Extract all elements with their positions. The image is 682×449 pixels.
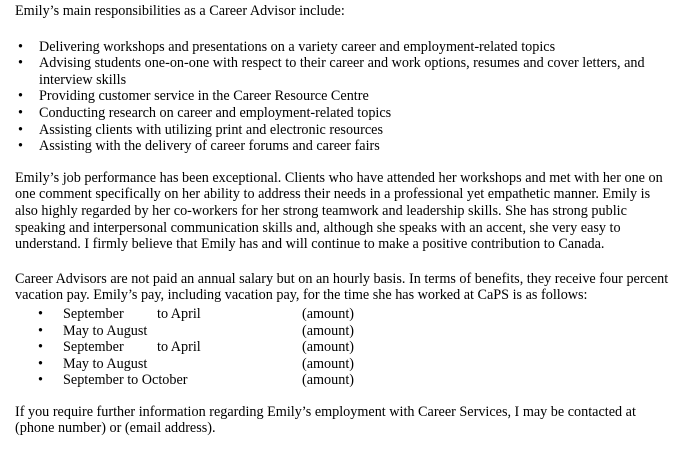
list-item <box>15 105 670 122</box>
pay-amount: (amount) <box>302 322 355 339</box>
bullet-icon: • <box>18 104 23 121</box>
pay-period-start: May to August <box>63 322 148 339</box>
pay-amount: (amount) <box>302 355 355 372</box>
bullet-icon: • <box>38 305 43 322</box>
pay-amount: (amount) <box>302 339 355 356</box>
responsibility-text: Advising students one-on-one with respect to their career and work options, resumes and cover letters, and interview skills <box>39 55 645 88</box>
bullet-icon: • <box>18 138 23 155</box>
pay-amount: (amount) <box>302 372 355 389</box>
pay-period-row <box>15 372 670 389</box>
pay-period-start: September <box>63 305 124 322</box>
pay-paragraph: Career Advisors are not paid an annual salary but on an hourly basis. In terms of benefits, they receive four percent vacation pay. Emily’s pay, including vacation pay, for the time she has worked at CaPS is as follows: <box>15 270 669 304</box>
pay-period-start: September <box>63 339 124 356</box>
bullet-icon: • <box>18 121 23 138</box>
bullet-icon: • <box>38 372 43 389</box>
responsibility-text: Delivering workshops and presentations on a variety career and employment-related topics <box>39 38 556 55</box>
performance-paragraph: Emily’s job performance has been exceptional. Clients who have attended her workshops and met with her one on one comment specifically on her ability to address their needs in a professional yet empathetic manner. Emily is also highly regarded by her co-workers for her strong teamwork and leadership skills. She has strong public speaking and interpersonal communication skills and, although she speaks with an accent, she very easy to understand. I firmly believe that Emily has and will continue to make a positive contribution to Canada. <box>15 169 663 253</box>
bullet-icon: • <box>38 322 43 339</box>
pay-period-row <box>15 306 670 323</box>
list-item <box>15 39 670 56</box>
pay-period-end: to April <box>157 305 201 322</box>
responsibility-text: Assisting with the delivery of career forums and career fairs <box>39 138 380 155</box>
pay-period-row <box>15 356 670 373</box>
pay-period-end: to April <box>157 339 201 356</box>
list-item <box>15 138 670 155</box>
bullet-icon: • <box>18 55 23 72</box>
pay-period-row <box>15 323 670 340</box>
bullet-icon: • <box>38 355 43 372</box>
letter-body <box>15 3 670 437</box>
responsibility-text: Conducting research on career and employment-related topics <box>39 104 392 121</box>
bullet-icon: • <box>18 38 23 55</box>
pay-periods-list <box>15 306 670 389</box>
responsibilities-list <box>15 39 670 155</box>
responsibility-text: Assisting clients with utilizing print and electronic resources <box>39 121 383 138</box>
pay-period-row <box>15 339 670 356</box>
pay-period-start: May to August <box>63 355 148 372</box>
list-item <box>15 122 670 139</box>
responsibility-text: Providing customer service in the Career Resource Centre <box>39 88 369 105</box>
bullet-icon: • <box>38 339 43 356</box>
closing-paragraph: If you require further information regarding Emily’s employment with Career Services, I may be contacted at (phone number) or (email address). <box>15 403 636 437</box>
pay-period-start: September to October <box>63 372 188 389</box>
intro-line: Emily’s main responsibilities as a Career Advisor include: <box>15 3 345 19</box>
pay-amount: (amount) <box>302 305 355 322</box>
list-item <box>15 55 670 88</box>
list-item <box>15 88 670 105</box>
bullet-icon: • <box>18 88 23 105</box>
